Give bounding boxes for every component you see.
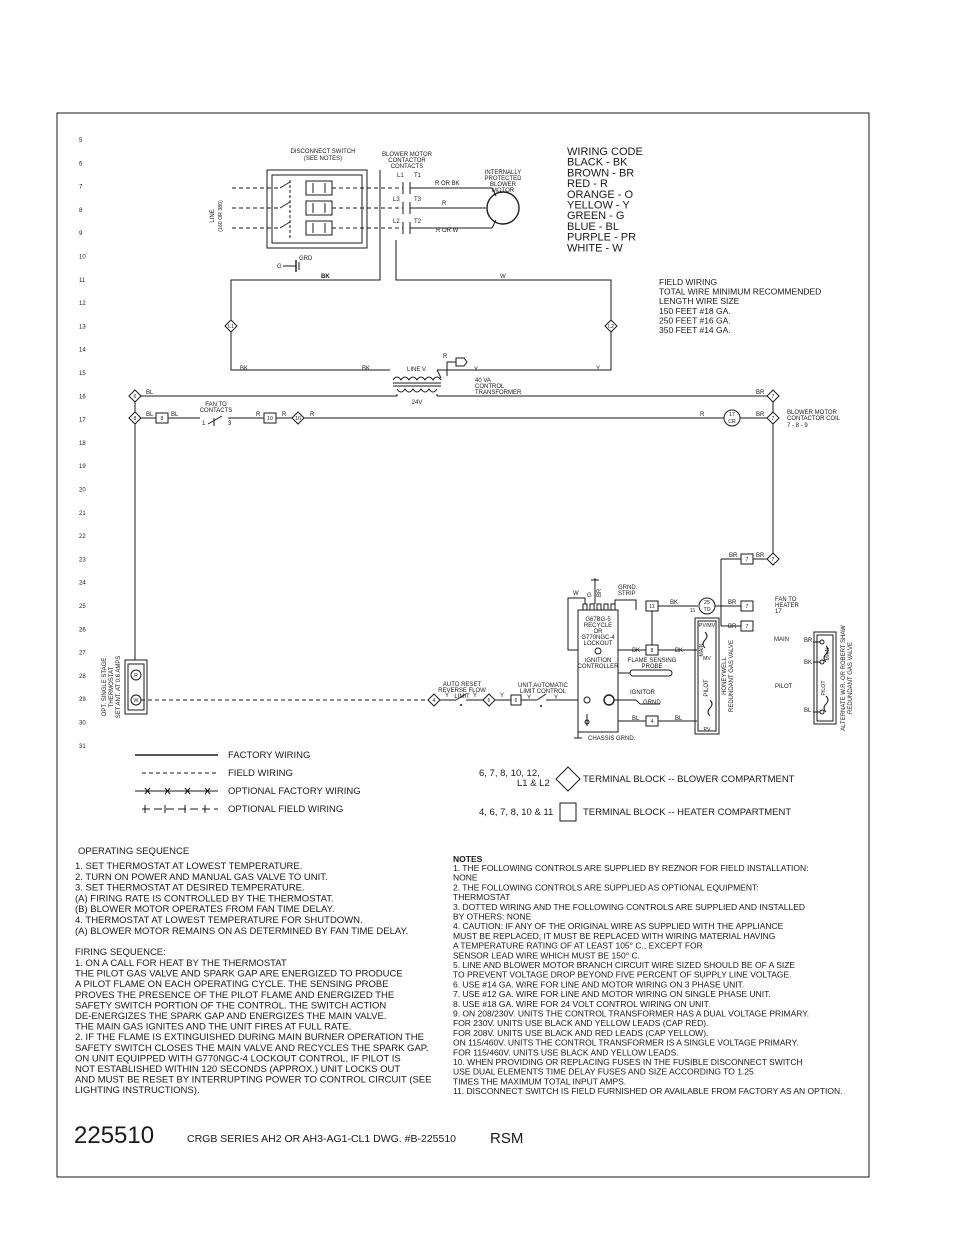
note-line-13: 6. USE #14 GA. WIRE FOR LINE AND MOTOR WIRING ON 3 PHASE UNIT. <box>453 979 745 990</box>
wiring-code-line-10: WHITE - W <box>567 242 623 255</box>
fan-contacts-label-2: CONTACTS <box>199 408 233 414</box>
contactor-label-1: BLOWER MOTOR <box>382 152 432 158</box>
wiring-code-line-4: RED - R <box>567 178 608 191</box>
alt-bl: BL <box>804 708 812 714</box>
note-line-23: TIMES THE MAXIMUM TOTAL INPUT AMPS. <box>453 1076 627 1087</box>
wire-bl-30b: BL <box>675 716 683 722</box>
line-v-label: LINE V <box>407 367 427 373</box>
heater-terminal-label: TERMINAL BLOCK -- HEATER COMPARTMENT <box>583 807 792 818</box>
valve-pilot: PILOT <box>704 679 710 697</box>
blower-terminal-label: TERMINAL BLOCK -- BLOWER COMPARTMENT <box>583 774 795 785</box>
motor-label-4: MOTOR <box>491 188 515 194</box>
operating-step-3: 3. SET THERMOSTAT AT DESIRED TEMPERATURE. <box>75 882 305 894</box>
ignition-ctrl-label-2: CONTROLLER <box>577 664 619 670</box>
flame-probe <box>618 658 677 676</box>
terminal-7-right-label: 7 <box>771 394 775 400</box>
terminal-7-heater-25-label: 7 <box>745 604 749 610</box>
wiring-code-line-7: GREEN - G <box>567 210 625 223</box>
ignitor-label: IGNITOR <box>630 690 655 696</box>
firing-line-8: 2. IF THE FLAME IS EXTINGUISHED DURING MAIN BURNER OPERATION THE <box>75 1032 424 1044</box>
note-line-16: 9. ON 208/230V. UNITS THE CONTROL TRANSFORMER HAS A DUAL VOLTAGE PRIMARY. <box>453 1008 810 1019</box>
note-line-10: SENSOR LEAD WIRE WHICH MUST BE 150° C. <box>453 950 640 961</box>
pv-mv-label: PV/MV <box>698 623 716 629</box>
valve-main: MAIN <box>699 643 705 657</box>
terminal-legend <box>479 767 795 821</box>
operating-step-5: (B) BLOWER MOTOR OPERATES FROM FAN TIME DELAY. <box>75 904 335 916</box>
ruler-number-2: 6 <box>79 161 83 168</box>
chassis-grnd: CHASSIS GRND. <box>588 736 636 742</box>
note-line-11: 5. LINE AND BLOWER MOTOR BRANCH CIRCUIT WIRE SIZED SHOULD BE OF A SIZE <box>453 960 796 970</box>
ignition-label-2: RECYCLE <box>583 623 613 629</box>
ruler-number-16: 20 <box>79 487 86 494</box>
transformer-label-1: 40 VA <box>475 378 491 384</box>
ruler-number-6: 10 <box>79 254 86 261</box>
terminal-l1-label: L1 <box>228 324 234 330</box>
ignition-ctrl-label-1: IGNITION <box>584 658 612 664</box>
fan-contact-3: 3 <box>228 421 232 427</box>
legend-optional-field-line <box>142 805 218 813</box>
ruler-number-11: 15 <box>79 371 86 377</box>
field-wiring-line-3: LENGTH WIRE SIZE <box>659 296 740 307</box>
gas-valve-label-2: REDUNDANT GAS VALVE <box>729 639 735 713</box>
heater-terminal-symbol <box>560 803 576 821</box>
firing-line-5: SAFETY SWITCH PORTION OF THE CONTROL. THE SWITCH ACTION <box>75 1000 387 1012</box>
wiring-code-line-9: PURPLE - PR <box>567 231 637 244</box>
terminal-4-blower-label: 4 <box>432 698 436 704</box>
legend-factory: FACTORY WIRING <box>228 750 311 761</box>
wiring-code-line-5: ORANGE - O <box>567 188 634 201</box>
alt-valve-pilot: PILOT <box>821 680 827 696</box>
contactor-l2: L2 <box>393 219 400 225</box>
wire-y-29a: Y <box>500 693 505 699</box>
motor-label-1: INTERNALLY <box>484 170 522 176</box>
wire-bl-30a: BL <box>632 716 640 722</box>
thermostat-label-2: THERMOSTAT <box>109 666 115 708</box>
motor-label-2: PROTECTED <box>484 176 522 182</box>
td-label: TD <box>703 607 711 613</box>
ruler-number-9: 13 <box>79 324 86 331</box>
firing-line-3: A PILOT FLAME ON EACH OPERATING CYCLE. THE SENSING PROBE <box>75 979 389 991</box>
ruler-number-10: 14 <box>79 347 86 354</box>
notes-title: NOTES <box>453 854 483 864</box>
ruler-number-25: 29 <box>79 697 86 704</box>
note-line-20: FOR 115/460V. UNITS USE BLACK AND YELLOW LEADS. <box>453 1047 679 1058</box>
heater-terminal-numbers: 4, 6, 7, 8, 10 & 11 <box>479 807 554 818</box>
ruler-number-7: 11 <box>79 277 86 284</box>
fan-contacts-label-1: FAN TO <box>205 402 227 408</box>
ruler-number-1: 5 <box>79 138 83 144</box>
blower-terminal-numbers: 6, 7, 8, 10, 12, <box>479 768 540 779</box>
legend-optional-field: OPTIONAL FIELD WIRING <box>228 804 344 815</box>
ruler-number-23: 27 <box>79 650 86 657</box>
firing-line-1: 1. ON A CALL FOR HEAT BY THE THERMOSTAT <box>75 958 287 969</box>
ign-wire-g: G <box>587 593 592 599</box>
note-line-1: 1. THE FOLLOWING CONTROLS ARE SUPPLIED BY REZNOR FOR FIELD INSTALLATION: <box>453 863 809 873</box>
terminal-4-blower <box>428 694 440 706</box>
disconnect-switch <box>210 149 367 248</box>
unit-limit-y1: Y <box>527 695 532 701</box>
note-line-9: A TEMPERATURE RATING OF AT LEAST 105° C., EXCEPT FOR <box>453 940 703 951</box>
wire-br-17: BR <box>756 412 765 418</box>
operating-step-4: (A) FIRING RATE IS CONTROLLED BY THE THERMOSTAT. <box>75 893 334 905</box>
legend-optional-factory-line <box>135 788 218 794</box>
blower-terminal-symbol <box>556 767 580 791</box>
wire-br-23a: BR <box>729 553 738 559</box>
ignitor-grnd: GRND <box>643 700 661 706</box>
terminal-8-left-label: 8 <box>133 416 137 422</box>
coil-label-3: 7 - 8 - 9 <box>787 423 808 429</box>
wire-r-17a: R <box>256 412 261 418</box>
terminal-10-heater-label: 10 <box>267 416 273 422</box>
note-line-14: 7. USE #12 GA. WIRE FOR LINE AND MOTOR WIRING ON SINGLE PHASE UNIT. <box>453 989 771 1000</box>
ruler-number-21: 25 <box>79 604 86 610</box>
terminal-8-left <box>129 412 141 424</box>
wire-bk-left: BK <box>240 366 249 372</box>
wiring-code-line-6: YELLOW - Y <box>567 199 630 212</box>
transformer-label-2: CONTROL <box>475 384 505 390</box>
wire-w-top: W <box>500 274 506 280</box>
fan-heater-3: 17 <box>775 609 782 615</box>
ruler-number-13: 17 <box>79 417 86 424</box>
thermostat-r: R <box>134 673 138 679</box>
terminal-7-heater-25 <box>741 601 753 611</box>
note-line-21: 10. WHEN PROVIDING OR REPLACING FUSES IN THE FUSIBLE DISCONNECT SWITCH <box>453 1057 803 1067</box>
wire-bk-mid: BK <box>362 366 371 372</box>
terminal-6-left-label: 6 <box>133 394 137 400</box>
ignition-label-3: OR <box>593 629 603 635</box>
auto-reset-label-3: LIMIT <box>454 694 470 700</box>
wire-bl-17b: BL <box>171 412 179 418</box>
field-wiring-line-2: TOTAL WIRE MINIMUM RECOMMENDED <box>659 286 822 297</box>
terminal-8-heater-25 <box>646 645 658 655</box>
terminal-10-blower <box>292 412 304 424</box>
terminal-11-heater <box>646 601 658 611</box>
firing-sequence <box>75 958 431 1096</box>
wire-r-or-bk: R OR BK <box>435 181 460 187</box>
operating-step-1: 1. SET THERMOSTAT AT LOWEST TEMPERATURE. <box>75 861 303 872</box>
blower-contactor <box>382 152 496 234</box>
firing-line-2: THE PILOT GAS VALVE AND SPARK GAP ARE ENERGIZED TO PRODUCE <box>75 968 403 980</box>
firing-line-6: DE-ENERGIZES THE SPARK GAP AND ENERGIZES THE MAIN VALVE. <box>75 1011 387 1022</box>
terminal-7-heater-23-label: 7 <box>745 557 749 563</box>
ruler-number-15: 19 <box>79 464 86 471</box>
firing-line-11: NOT ESTABLISHED WITHIN 120 SECONDS (APPROX.) UNIT LOCKS OUT <box>75 1064 401 1075</box>
line-voltage-label-1: LINE <box>210 209 216 223</box>
alt-pilot: PILOT <box>775 684 793 690</box>
field-wiring-table <box>659 277 821 335</box>
note-line-24: 11. DISCONNECT SWITCH IS FIELD FURNISHED OR AVAILABLE FROM FACTORY AS AN OPTION. <box>453 1086 843 1097</box>
ruler-number-4: 8 <box>79 207 83 214</box>
alt-br: BR <box>804 638 813 644</box>
firing-line-10: ON UNIT EQUIPPED WITH G770NGC-4 LOCKOUT CONTROL, IF PILOT IS <box>75 1053 401 1065</box>
thermostat-label-3: SET ANT. AT 0.6 AMPS <box>116 655 122 719</box>
wiring-code-line-1: WIRING CODE <box>567 146 643 158</box>
drawing-code: RSM <box>490 1130 524 1147</box>
auto-reset-y1: Y <box>445 693 450 699</box>
line-voltage-label-2: (160 OR 380) <box>218 200 224 232</box>
wire-br-23b: BR <box>756 553 765 559</box>
disconnect-label-2: (SEE NOTES) <box>303 156 343 162</box>
ruler-number-14: 18 <box>79 440 86 447</box>
alt-valve-label-2: REDUNDANT GAS VALVE <box>848 641 854 715</box>
wire-r-17b: R <box>282 412 287 418</box>
unit-limit-control <box>518 683 578 707</box>
contactor-t3: T3 <box>414 197 422 203</box>
terminal-7-heater-26 <box>741 621 753 631</box>
wiring-code-line-8: BLUE - BL <box>567 220 619 233</box>
ign-wire-br: BR <box>597 588 603 597</box>
note-line-4: THERMOSTAT <box>453 892 511 903</box>
operating-sequence-title: OPERATING SEQUENCE <box>78 846 190 857</box>
ignition-label-4: G770NGC-4 <box>581 635 615 641</box>
contactor-t2: T2 <box>414 219 422 225</box>
terminal-7-right-b-label: 7 <box>771 416 775 422</box>
ruler-number-8: 12 <box>79 301 86 308</box>
terminal-6-heater-29-label: 6 <box>514 698 518 704</box>
motor-label-3: BLOWER <box>489 182 517 188</box>
terminal-11-heater-label: 11 <box>649 604 655 610</box>
note-line-18: FOR 208V. UNITS USE BLACK AND RED LEADS (CAP YELLOW). <box>453 1027 709 1038</box>
wire-br-25: BR <box>728 600 737 606</box>
pv-label: PV <box>703 727 711 733</box>
terminal-l1 <box>225 320 237 332</box>
gas-valve-label-1: HONEYWELL <box>722 657 728 695</box>
terminal-8-heater <box>156 413 168 423</box>
wire-r-17c: R <box>310 412 315 418</box>
wire-bl-16: BL <box>146 390 154 396</box>
firing-line-13: LIGHTING INSTRUCTIONS). <box>75 1085 200 1097</box>
ignition-label-1: G67BG-5 <box>585 617 611 623</box>
coil-cr: CR <box>728 419 736 425</box>
note-line-17: FOR 230V. UNITS USE BLACK AND YELLOW LEADS (CAP RED). <box>453 1018 709 1029</box>
transformer-label-3: TRANSFORMER <box>475 390 522 396</box>
wire-r: R <box>442 201 447 207</box>
grd-label: GRD <box>299 256 313 262</box>
terminal-7-blower-23-label: 7 <box>771 557 775 563</box>
fan-time-delay <box>699 598 715 614</box>
control-bus <box>135 394 773 700</box>
alt-valve-label-1: ALTERNATE W.R. OR ROBERT SHAW <box>841 625 847 731</box>
contactor-l1: L1 <box>397 173 404 179</box>
blower-motor <box>484 170 522 224</box>
unit-limit-label-1: UNIT AUTOMATIC <box>517 683 569 689</box>
flame-probe-label-1: FLAME SENSING <box>627 658 677 664</box>
wire-bk-27b: BK <box>675 648 684 654</box>
grnd-strip-1: GRND. <box>618 585 638 591</box>
alt-bk: BK <box>804 660 813 666</box>
disconnect-label-1: DISCONNECT SWITCH <box>290 149 356 155</box>
wire-bk-27a: BK <box>632 648 641 654</box>
firing-line-9: SAFETY SWITCH CLOSES THE MAIN VALVE AND RECYCLES THE SPARK GAP. <box>75 1042 429 1054</box>
terminal-6-blower-29 <box>483 694 495 706</box>
terminal-6-blower-29-label: 6 <box>487 698 491 704</box>
flame-probe-label-2: PROBE <box>641 664 663 670</box>
field-wiring-line-1: FIELD WIRING <box>659 277 718 287</box>
note-line-7: 4. CAUTION: IF ANY OF THE ORIGINAL WIRE AS SUPPLIED WITH THE APPLIANCE <box>453 921 784 932</box>
firing-sequence-title: FIRING SEQUENCE: <box>75 947 166 958</box>
auto-reset-label-1: AUTO RESET <box>442 682 482 688</box>
terminal-6-heater-29 <box>511 695 521 705</box>
terminal-10-blower-label: 10 <box>295 416 301 422</box>
ruler-number-3: 7 <box>79 184 83 191</box>
grnd-strip-2: STRIP <box>618 591 636 597</box>
terminal-8-heater-label: 8 <box>160 416 164 422</box>
ruler-number-5: 9 <box>79 231 83 238</box>
note-line-3: 2. THE FOLLOWING CONTROLS ARE SUPPLIED AS OPTIONAL EQUIPMENT: <box>453 882 759 893</box>
terminal-7-heater-26-label: 7 <box>745 624 749 630</box>
blower-terminal-numbers-2: L1 & L2 <box>517 778 550 789</box>
note-line-5: 3. DOTTED WIRING AND THE FOLLOWING CONTROLS ARE SUPPLIED AND INSTALLED <box>453 901 806 912</box>
terminal-7-right-b <box>767 412 779 424</box>
ignition-wiring <box>618 559 741 721</box>
contactor-coil <box>724 410 740 426</box>
note-line-6: BY OTHERS: NONE <box>453 911 532 922</box>
ruler-number-27: 31 <box>79 743 86 750</box>
td-11: 11 <box>690 608 696 614</box>
operating-step-7: (A) BLOWER MOTOR REMAINS ON AS DETERMINED BY FAN TIME DELAY. <box>75 925 409 937</box>
note-line-8: MUST BE REPLACED, IT MUST BE REPLACED WITH WIRING MATERIAL HAVING <box>453 930 776 941</box>
wire-br-16: BR <box>756 390 765 396</box>
terminal-4-heater-30-label: 4 <box>650 719 654 725</box>
transformer-y: Y <box>474 367 479 373</box>
operating-step-2: 2. TURN ON POWER AND MANUAL GAS VALVE TO UNIT. <box>75 871 328 883</box>
note-line-2: NONE <box>453 872 478 883</box>
wire-br-26: BR <box>728 624 737 630</box>
ruler-number-24: 28 <box>79 673 86 680</box>
wire-bk-25: BK <box>670 600 679 606</box>
ign-wire-w: W <box>573 591 579 597</box>
row-ruler <box>79 138 86 750</box>
auto-reset-y2: Y <box>473 693 478 699</box>
unit-limit-y2: Y <box>554 695 559 701</box>
ruler-number-20: 24 <box>79 580 86 587</box>
terminal-7-heater-23 <box>741 554 753 564</box>
firing-line-7: THE MAIN GAS IGNITES AND THE UNIT FIRES AT FULL RATE. <box>75 1021 352 1033</box>
contactor-l3: L3 <box>393 197 400 203</box>
thermostat-label-1: OPT. SINGLE STAGE <box>102 657 108 717</box>
alt-valve-main: MAIN <box>825 647 831 661</box>
fan-heater-1: FAN TO <box>775 597 797 603</box>
wiring-code-line-2: BLACK - BK <box>567 156 628 169</box>
thermostat <box>102 656 147 719</box>
terminal-l2 <box>605 320 617 332</box>
operating-sequence <box>75 861 408 937</box>
wire-r-or-w: R OR W <box>436 228 459 234</box>
terminal-6-left <box>129 390 141 402</box>
ground-symbol <box>277 256 313 272</box>
fan-contacts <box>200 402 233 427</box>
wire-bl-17a: BL <box>146 412 154 418</box>
ruler-number-26: 30 <box>79 720 86 727</box>
ignitor <box>614 690 661 706</box>
wiring-legend <box>135 750 361 815</box>
ruler-number-17: 21 <box>79 510 86 517</box>
legend-optional-factory: OPTIONAL FACTORY WIRING <box>228 786 361 797</box>
field-wiring-line-5: 250 FEET #16 GA. <box>659 315 731 326</box>
note-line-19: ON 115/460V. UNITS THE CONTROL TRANSFORMER IS A SINGLE VOLTAGE PRIMARY. <box>453 1037 799 1048</box>
wire-bk-top: BK <box>321 274 330 280</box>
firing-line-12: AND MUST BE RESET BY INTERRUPTING POWER TO CONTROL CIRCUIT (SEE <box>75 1074 432 1086</box>
coil-label-1: BLOWER MOTOR <box>787 410 837 416</box>
mv-label: MV <box>703 656 711 662</box>
wire-y-right: Y <box>596 366 601 372</box>
transformer-r: R <box>443 354 448 360</box>
terminal-l2-label: L2 <box>608 324 614 330</box>
thermostat-w: W <box>133 698 139 704</box>
note-line-15: 8. USE #18 GA. WIRE FOR 24 VOLT CONTROL WIRING ON UNIT. <box>453 998 711 1009</box>
unit-limit-label-2: LIMIT CONTROL <box>519 689 567 695</box>
drawing-description: CRGB SERIES AH2 OR AH3-AG1-CL1 DWG. #B-225510 <box>187 1133 457 1145</box>
coil-label-2: CONTACTOR COIL <box>787 416 841 422</box>
ruler-number-12: 16 <box>79 394 86 401</box>
wire-r-17d: R <box>700 412 705 418</box>
ruler-number-18: 22 <box>79 534 86 541</box>
control-transformer <box>393 354 522 406</box>
drawing-number: 225510 <box>74 1122 155 1149</box>
firing-line-4: PROVES THE PRESENCE OF THE PILOT FLAME AND ENERGIZED THE <box>75 989 395 1001</box>
td-25: 25 <box>704 600 710 606</box>
terminal-7-right <box>767 390 779 402</box>
honeywell-gas-valve <box>695 618 735 734</box>
g-label: G <box>277 264 282 270</box>
contactor-t1: T1 <box>414 173 422 179</box>
terminal-7-blower-23 <box>767 553 779 565</box>
notes-list <box>453 863 843 1096</box>
terminal-10-heater <box>264 413 276 423</box>
legend-field: FIELD WIRING <box>228 768 293 779</box>
auto-reset-limit <box>438 682 486 706</box>
ruler-number-22: 26 <box>79 627 86 634</box>
alternate-gas-valve <box>774 625 854 731</box>
fan-heater-2: HEATER <box>775 603 799 609</box>
contactor-label-2: CONTACTOR <box>388 158 426 164</box>
ruler-number-19: 23 <box>79 557 86 564</box>
wiring-code <box>567 146 643 254</box>
field-wiring-line-4: 150 FEET #18 GA. <box>659 305 731 316</box>
wiring-code-line-3: BROWN - BR <box>567 167 635 180</box>
alt-main: MAIN <box>774 637 789 643</box>
terminal-4-heater-30 <box>646 716 658 726</box>
v24-label: 24V <box>411 400 423 406</box>
fan-contact-1: 1 <box>202 421 206 427</box>
terminal-8-heater-27-label: 8 <box>650 648 654 654</box>
ignition-label-5: LOCKOUT <box>583 641 613 647</box>
field-wiring-line-6: 350 FEET #14 GA. <box>659 325 731 335</box>
operating-step-6: 4. THERMOSTAT AT LOWEST TEMPERATURE FOR SHUTDOWN. <box>75 915 363 926</box>
auto-reset-label-2: REVERSE FLOW <box>438 688 486 694</box>
note-line-12: TO PREVENT VOLTAGE DROP BEYOND FIVE PERCENT OF SUPPLY LINE VOLTAGE. <box>453 969 792 980</box>
note-line-22: USE DUAL ELEMENTS TIME DELAY FUSES AND SIZE ACCORDING TO 1.25 <box>453 1066 754 1077</box>
coil-17: 17 <box>729 412 735 418</box>
contactor-label-3: CONTACTS <box>390 164 424 170</box>
